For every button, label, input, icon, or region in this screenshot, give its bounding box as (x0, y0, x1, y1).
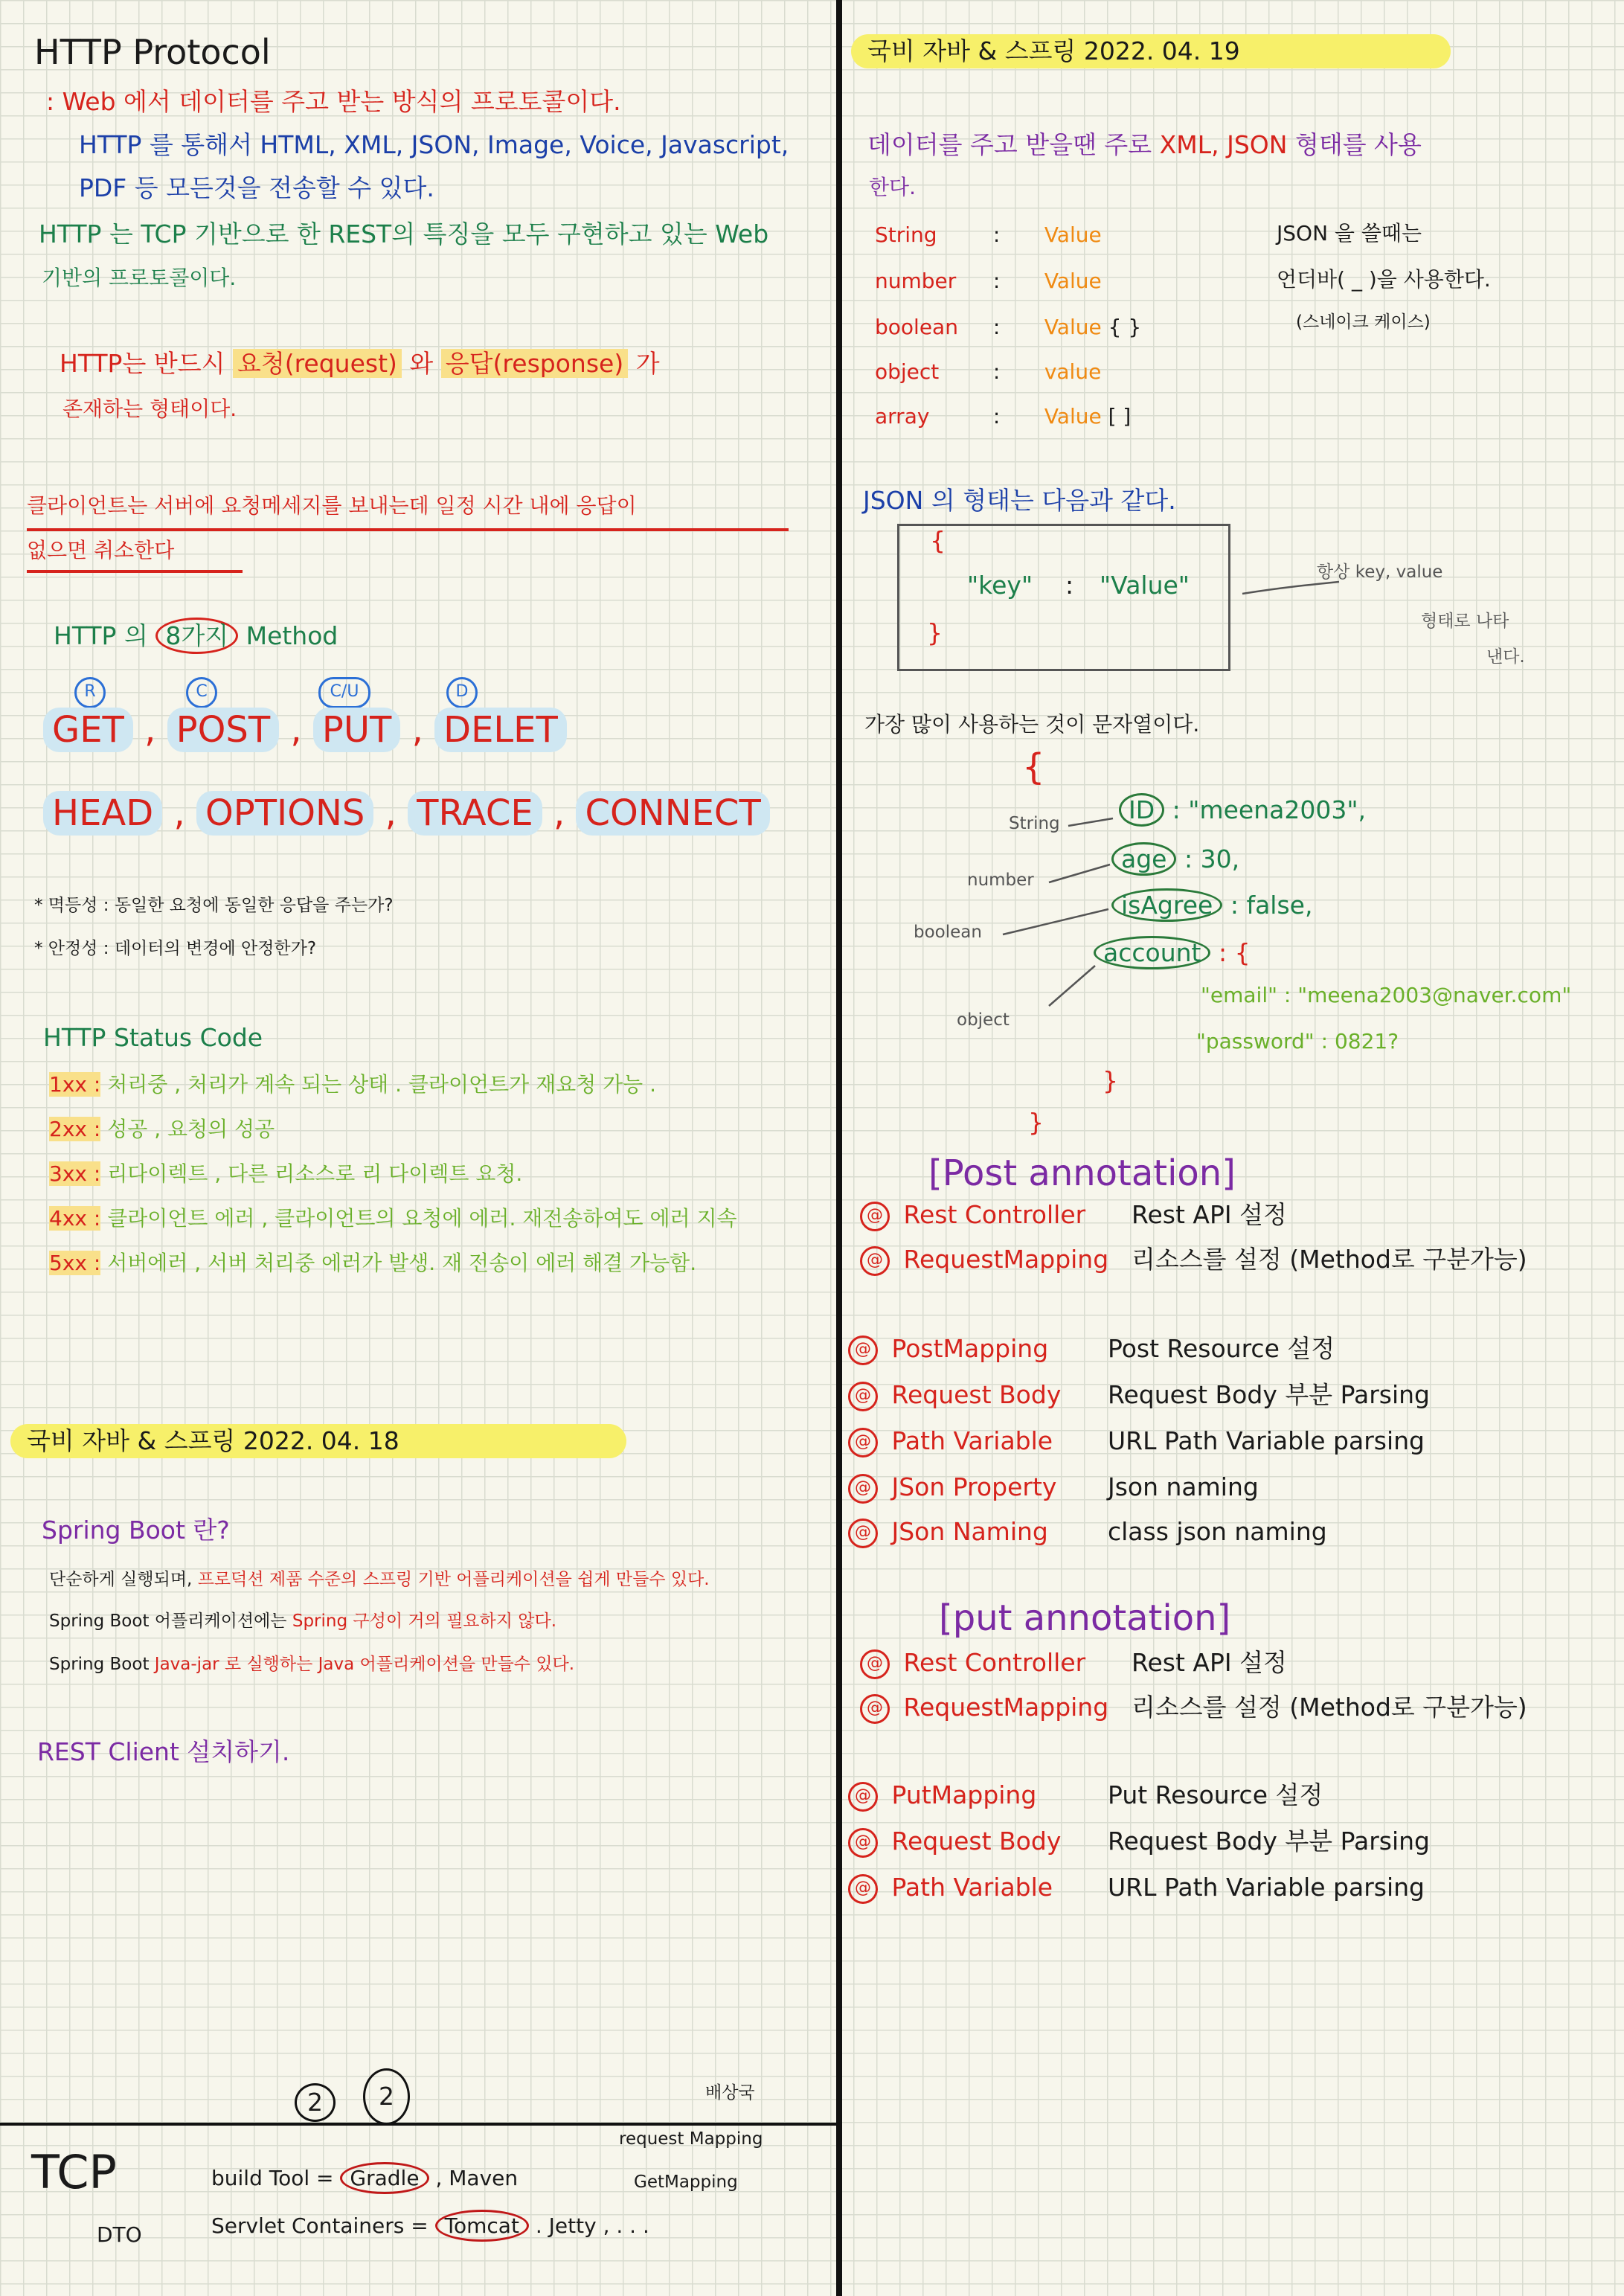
request-response-line-2: 존재하는 형태이다. (62, 397, 237, 421)
servlet-label: Servlet Containers = (211, 2213, 429, 2238)
example-agree-value: : false, (1230, 891, 1313, 920)
type-extra: { } (1108, 315, 1142, 339)
json-note-1: JSON 을 쓸때는 (1277, 221, 1422, 246)
type-name: array (875, 404, 930, 429)
type-name: object (875, 359, 940, 384)
date-label-0418: 국비 자바 & 스프링 2022. 04. 18 (10, 1424, 626, 1458)
put-annotation-header: [put annotation] (939, 1597, 1231, 1639)
annotation-name: Path Variable (891, 1426, 1053, 1455)
http-tcp-line-1: HTTP 는 TCP 기반으로 한 REST의 특징을 모두 구현하고 있는 Web (39, 219, 769, 248)
method-connect: CONNECT (576, 791, 769, 836)
tomcat-circled: Tomcat (435, 2210, 529, 2242)
methods-prefix: HTTP 의 (54, 621, 148, 650)
status-code: 4xx : (49, 1206, 101, 1231)
methods-row-2: HEAD , OPTIONS , TRACE , CONNECT (43, 793, 770, 834)
put-annotation-row (848, 1781, 1323, 1812)
status-desc: 리다이렉트 , 다른 리소스로 리 다이렉트 요청. (107, 1161, 523, 1186)
example-agree-key: isAgree (1111, 888, 1222, 922)
method-put: PUT (313, 708, 400, 752)
status-desc: 성공 , 요청의 성공 (107, 1117, 275, 1141)
annotation-name: RequestMapping (903, 1693, 1109, 1722)
spring-boot-title: Spring Boot 란? (42, 1516, 230, 1545)
type-value: Value (1044, 222, 1102, 247)
footer-get-mapping: GetMapping (634, 2172, 738, 2192)
label-boolean: boolean (914, 923, 982, 942)
post-annotation-row (848, 1335, 1335, 1365)
methods-count-circled: 8가지 (155, 618, 238, 654)
annotation-desc: Post Resource 설정 (1108, 1334, 1335, 1363)
data-format-line-2: 한다. (869, 175, 916, 199)
at-icon: @ (860, 1694, 890, 1724)
method-delete: DELET (434, 708, 567, 752)
put-annotation-row (860, 1649, 1287, 1679)
annotation-desc: 리소스를 설정 (Method로 구분가능) (1132, 1245, 1527, 1274)
type-extra: [ ] (1108, 404, 1132, 429)
annotation-desc: class json naming (1108, 1517, 1327, 1546)
example-id-value: : "meena2003", (1172, 795, 1366, 824)
label-number: number (967, 870, 1034, 890)
data-format-1b: XML, JSON (1159, 130, 1288, 159)
json-box-key: "key" (967, 571, 1033, 600)
footer-request-mapping: request Mapping (619, 2129, 763, 2149)
annotation-desc: Rest API 설정 (1132, 1648, 1287, 1677)
type-name: number (875, 269, 957, 293)
json-note-2: 언더바( _ )을 사용한다. (1277, 267, 1491, 292)
spring-line-3a: Spring Boot (49, 1655, 150, 1674)
at-icon: @ (848, 1335, 878, 1365)
post-annotation-row (860, 1245, 1527, 1276)
spring-line-1b: 프로덕션 제품 수준의 스프링 기반 어플리케이션을 쉽게 만들수 있다. (197, 1570, 710, 1589)
data-format-1a: 데이터를 주고 받을땐 주로 (867, 130, 1152, 159)
annotation-name: Rest Controller (903, 1200, 1086, 1229)
example-email-key: "email" (1201, 983, 1277, 1007)
request-highlight: 요청(request) (233, 349, 402, 378)
status-desc: 서버에러 , 서버 처리중 에러가 발생. 재 전송이 에러 해결 가능함. (107, 1251, 697, 1275)
footer-dto: DTO (97, 2222, 142, 2247)
http-definition-line-3: PDF 등 모든것을 전송할 수 있다. (79, 173, 434, 202)
request-response-and: 와 (409, 349, 434, 378)
at-icon: @ (860, 1246, 890, 1276)
annotation-desc: Put Resource 설정 (1108, 1780, 1323, 1809)
json-box-close-brace: } (927, 618, 943, 647)
example-age-key: age (1111, 842, 1176, 876)
spring-line-2a: Spring Boot 어플리케이션에는 (49, 1612, 287, 1631)
at-icon: @ (848, 1828, 878, 1858)
example-id-key: ID (1119, 793, 1164, 827)
status-desc: 클라이언트 에러 , 클라이언트의 요청에 에러. 재전송하여도 에러 지속 (107, 1206, 737, 1231)
status-code: 1xx : (49, 1072, 101, 1097)
annotation-desc: Json naming (1108, 1472, 1259, 1501)
annotation-name: RequestMapping (903, 1245, 1109, 1274)
annotation-desc: Rest API 설정 (1132, 1200, 1287, 1229)
at-icon: @ (848, 1474, 878, 1504)
type-name: String (875, 222, 937, 247)
method-head: HEAD (43, 791, 162, 836)
request-response-prefix: HTTP는 반드시 (60, 349, 225, 378)
method-options: OPTIONS (196, 791, 373, 836)
put-annotation-row (848, 1873, 1425, 1904)
label-string: String (1009, 814, 1060, 833)
http-protocol-title: HTTP Protocol (34, 32, 271, 72)
at-icon: @ (848, 1782, 878, 1812)
maven-label: , Maven (435, 2166, 519, 2190)
footer-number-1: 2 (295, 2083, 336, 2122)
type-row-boolean: boolean : Value { } (875, 315, 1142, 339)
crud-badge-create: C (186, 677, 217, 708)
json-box-colon: : (1065, 571, 1074, 600)
annotation-name: Rest Controller (903, 1648, 1086, 1677)
type-row-object: object : value (875, 359, 1102, 384)
spring-line-2b: Spring 구성이 거의 필요하지 않다. (292, 1612, 557, 1631)
gradle-circled: Gradle (340, 2162, 429, 2194)
footer-author: 배상국 (705, 2083, 755, 2103)
annotation-name: Request Body (891, 1380, 1062, 1409)
date-label-0419: 국비 자바 & 스프링 2022. 04. 19 (851, 34, 1451, 68)
annotation-desc: Request Body 부분 Parsing (1108, 1827, 1431, 1856)
method-post: POST (167, 708, 280, 752)
idempotent-note: * 멱등성 : 동일한 요청에 동일한 응답을 주는가? (34, 896, 394, 915)
annotation-name: JSon Naming (891, 1517, 1048, 1546)
type-row-number: number : Value (875, 269, 1102, 293)
at-icon: @ (860, 1649, 890, 1679)
post-annotation-row (848, 1518, 1327, 1548)
footer-tcp: TCP (31, 2145, 117, 2199)
status-code-title: HTTP Status Code (43, 1023, 263, 1052)
methods-suffix: Method (245, 621, 338, 650)
method-trace: TRACE (408, 791, 542, 836)
json-box-open-brace: { (930, 526, 946, 555)
annotation-name: PostMapping (891, 1334, 1049, 1363)
methods-row-1: GET , POST , PUT , DELET (43, 710, 567, 751)
status-desc: 처리중 , 처리가 계속 되는 상태 . 클라이언트가 재요청 가능 . (107, 1072, 657, 1097)
example-open-brace: { (1022, 746, 1045, 788)
json-box-note-3: 낸다. (1486, 647, 1525, 667)
data-format-1c: 형태를 사용 (1294, 130, 1422, 159)
crud-badge-read: R (74, 677, 106, 708)
request-response-suffix: 가 (635, 349, 660, 378)
common-type-title: 가장 많이 사용하는 것이 문자열이다. (864, 712, 1200, 737)
annotation-desc: Request Body 부분 Parsing (1108, 1380, 1431, 1409)
rest-client-note: REST Client 설치하기. (37, 1737, 290, 1766)
example-password-value: : 0821? (1320, 1029, 1399, 1054)
type-row-string: String : Value (875, 222, 1102, 247)
put-annotation-row (848, 1827, 1430, 1858)
type-value: Value (1044, 269, 1102, 293)
example-email-value: : "meena2003@naver.com" (1283, 983, 1572, 1007)
annotation-name: JSon Property (891, 1472, 1057, 1501)
crud-badge-delete: D (446, 677, 478, 708)
post-annotation-row (848, 1473, 1259, 1504)
type-name: boolean (875, 315, 958, 339)
status-code: 3xx : (49, 1161, 101, 1186)
annotation-desc: URL Path Variable parsing (1108, 1426, 1425, 1455)
example-account-key: account (1094, 936, 1210, 969)
json-box-value: "Value" (1100, 571, 1190, 600)
build-tool-label: build Tool = (211, 2166, 334, 2190)
annotation-name: Path Variable (891, 1873, 1053, 1902)
safety-note: * 안정성 : 데이터의 변경에 안정한가? (34, 939, 317, 958)
type-value: value (1044, 359, 1102, 384)
post-annotation-row (848, 1381, 1430, 1411)
annotation-desc: 리소스를 설정 (Method로 구분가능) (1132, 1693, 1527, 1722)
type-row-array: array : Value [ ] (875, 404, 1132, 429)
jetty-label: . Jetty , . . . (535, 2213, 649, 2238)
http-definition-line-2: HTTP 를 통해서 HTML, XML, JSON, Image, Voice, Javascript, (79, 130, 789, 159)
at-icon: @ (848, 1874, 878, 1904)
crud-badge-create-update: C/U (318, 677, 370, 708)
example-close-inner: } (1103, 1066, 1118, 1095)
response-highlight: 응답(response) (441, 349, 628, 378)
at-icon: @ (848, 1428, 878, 1458)
method-get: GET (43, 708, 133, 752)
json-note-3: (스네이크 케이스) (1296, 312, 1431, 332)
spring-line-1a: 단순하게 실행되며, (49, 1570, 193, 1589)
timeout-line-1: 클라이언트는 서버에 요청메세지를 보내는데 일정 시간 내에 응답이 (27, 493, 637, 518)
example-close-outer: } (1028, 1108, 1044, 1137)
http-definition-line-1: : Web 에서 데이터를 주고 받는 방식의 프로토콜이다. (46, 87, 621, 116)
at-icon: @ (848, 1382, 878, 1411)
type-value: Value (1044, 315, 1102, 339)
annotation-name: Request Body (891, 1827, 1062, 1856)
footer-number-2: 2 (363, 2068, 410, 2125)
timeout-line-2: 없으면 취소한다 (27, 538, 175, 562)
status-code: 2xx : (49, 1117, 101, 1141)
at-icon: @ (848, 1519, 878, 1548)
json-box-note-1: 항상 key, value (1317, 562, 1443, 582)
example-password-key: "password" (1196, 1029, 1315, 1054)
spring-line-3b: Java-jar 로 실행하는 Java 어플리케이션을 만들수 있다. (154, 1655, 575, 1674)
status-code: 5xx : (49, 1251, 101, 1275)
type-value: Value (1044, 404, 1102, 429)
post-annotation-header: [Post annotation] (928, 1152, 1236, 1194)
annotation-name: PutMapping (891, 1780, 1037, 1809)
put-annotation-row (860, 1693, 1527, 1724)
annotation-desc: URL Path Variable parsing (1108, 1873, 1425, 1902)
post-annotation-row (860, 1201, 1287, 1231)
json-box-note-2: 형태로 나타 (1421, 612, 1509, 631)
post-annotation-row (848, 1427, 1425, 1458)
label-object: object (957, 1010, 1010, 1030)
json-form-title: JSON 의 형태는 다음과 같다. (863, 486, 1176, 515)
example-age-value: : 30, (1184, 844, 1240, 873)
at-icon: @ (860, 1202, 890, 1231)
http-tcp-line-2: 기반의 프로토콜이다. (42, 266, 237, 290)
example-account-value: : { (1218, 938, 1251, 967)
